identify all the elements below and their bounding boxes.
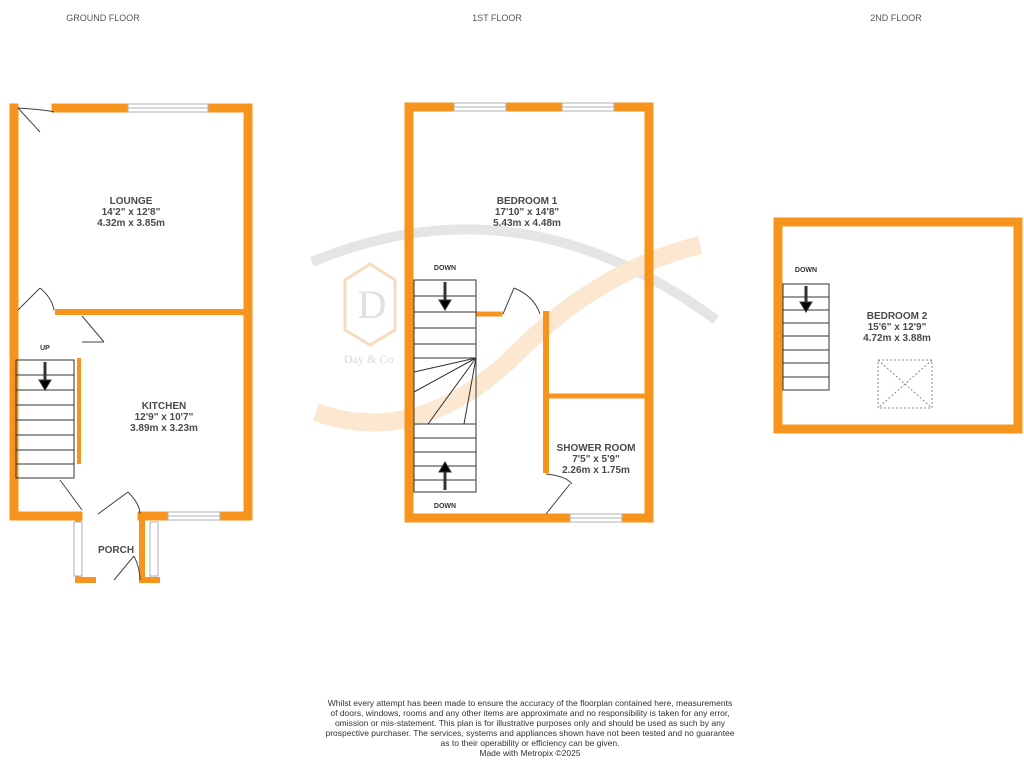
floor-title-first: 1ST FLOOR [472, 13, 522, 23]
stair-door-icon [60, 480, 82, 510]
bedroom2-name: BEDROOM 2 [866, 311, 928, 322]
disclaimer-line: of doors, windows, rooms and any other items are approximate and no responsibility is taken for any error, [330, 708, 730, 718]
disclaimer-credit: Made with Metropix ©2025 [479, 748, 581, 758]
floor-title-second: 2ND FLOOR [870, 13, 922, 23]
bedroom1-door-icon [503, 288, 540, 314]
shower-door-icon [546, 474, 572, 514]
bedroom2-metric: 4.72m x 3.88m [863, 333, 931, 344]
shower-metric: 2.26m x 1.75m [562, 465, 630, 476]
porch-window-right-icon [150, 522, 158, 576]
second-stairs-label: DOWN [794, 267, 818, 274]
disclaimer-line: prospective purchaser. The services, systems and appliances shown have not been tested and no guarantee [325, 728, 735, 738]
floor-title-ground: GROUND FLOOR [66, 13, 140, 23]
skylight-icon [878, 360, 932, 408]
kitchen-name: KITCHEN [141, 401, 187, 412]
first-stairs-label-top: DOWN [433, 265, 457, 272]
ground-windows [74, 104, 220, 576]
lounge-metric: 4.32m x 3.85m [97, 218, 165, 229]
kitchen-door-icon [82, 316, 104, 342]
kitchen-metric: 3.89m x 3.23m [130, 423, 198, 434]
watermark [312, 229, 716, 422]
ground-floor [14, 108, 248, 580]
kitchen-imperial: 12'9" x 10'7" [134, 412, 194, 423]
watermark-letter: D [357, 282, 387, 327]
second-stairs-icon [783, 284, 829, 390]
shower-imperial: 7'5" x 5'9" [572, 454, 620, 465]
disclaimer-line: Whilst every attempt has been made to ensure the accuracy of the floorplan contained here, measurements [327, 698, 733, 708]
shower-name: SHOWER ROOM [556, 443, 636, 454]
porch-front-door-icon [114, 556, 140, 580]
bedroom1-name: BEDROOM 1 [496, 196, 558, 207]
disclaimer-line: as to their operability or efficiency can be given. [440, 738, 620, 748]
ground-doors [18, 108, 140, 580]
lounge-name: LOUNGE [109, 196, 153, 207]
watermark-text: Day & Co [344, 352, 394, 366]
porch-name: PORCH [97, 545, 135, 556]
ground-stairs-label: UP [40, 345, 50, 352]
lounge-inner-door-icon [18, 288, 54, 310]
bedroom1-imperial: 17'10" x 14'8" [494, 207, 560, 218]
disclaimer-line: omission or mis-statement. This plan is for illustrative purposes only and should be used as such by any [334, 718, 726, 728]
porch-inner-door-icon [98, 492, 140, 514]
porch-window-left-icon [74, 522, 82, 576]
bedroom2-imperial: 15'6" x 12'9" [867, 322, 927, 333]
disclaimer [300, 698, 760, 758]
lounge-entry-door-icon [18, 108, 54, 132]
bedroom1-metric: 5.43m x 4.48m [493, 218, 561, 229]
ground-stairs-icon [16, 360, 74, 478]
first-stairs-label-bottom: DOWN [433, 503, 457, 510]
lounge-imperial: 14'2" x 12'8" [101, 207, 161, 218]
